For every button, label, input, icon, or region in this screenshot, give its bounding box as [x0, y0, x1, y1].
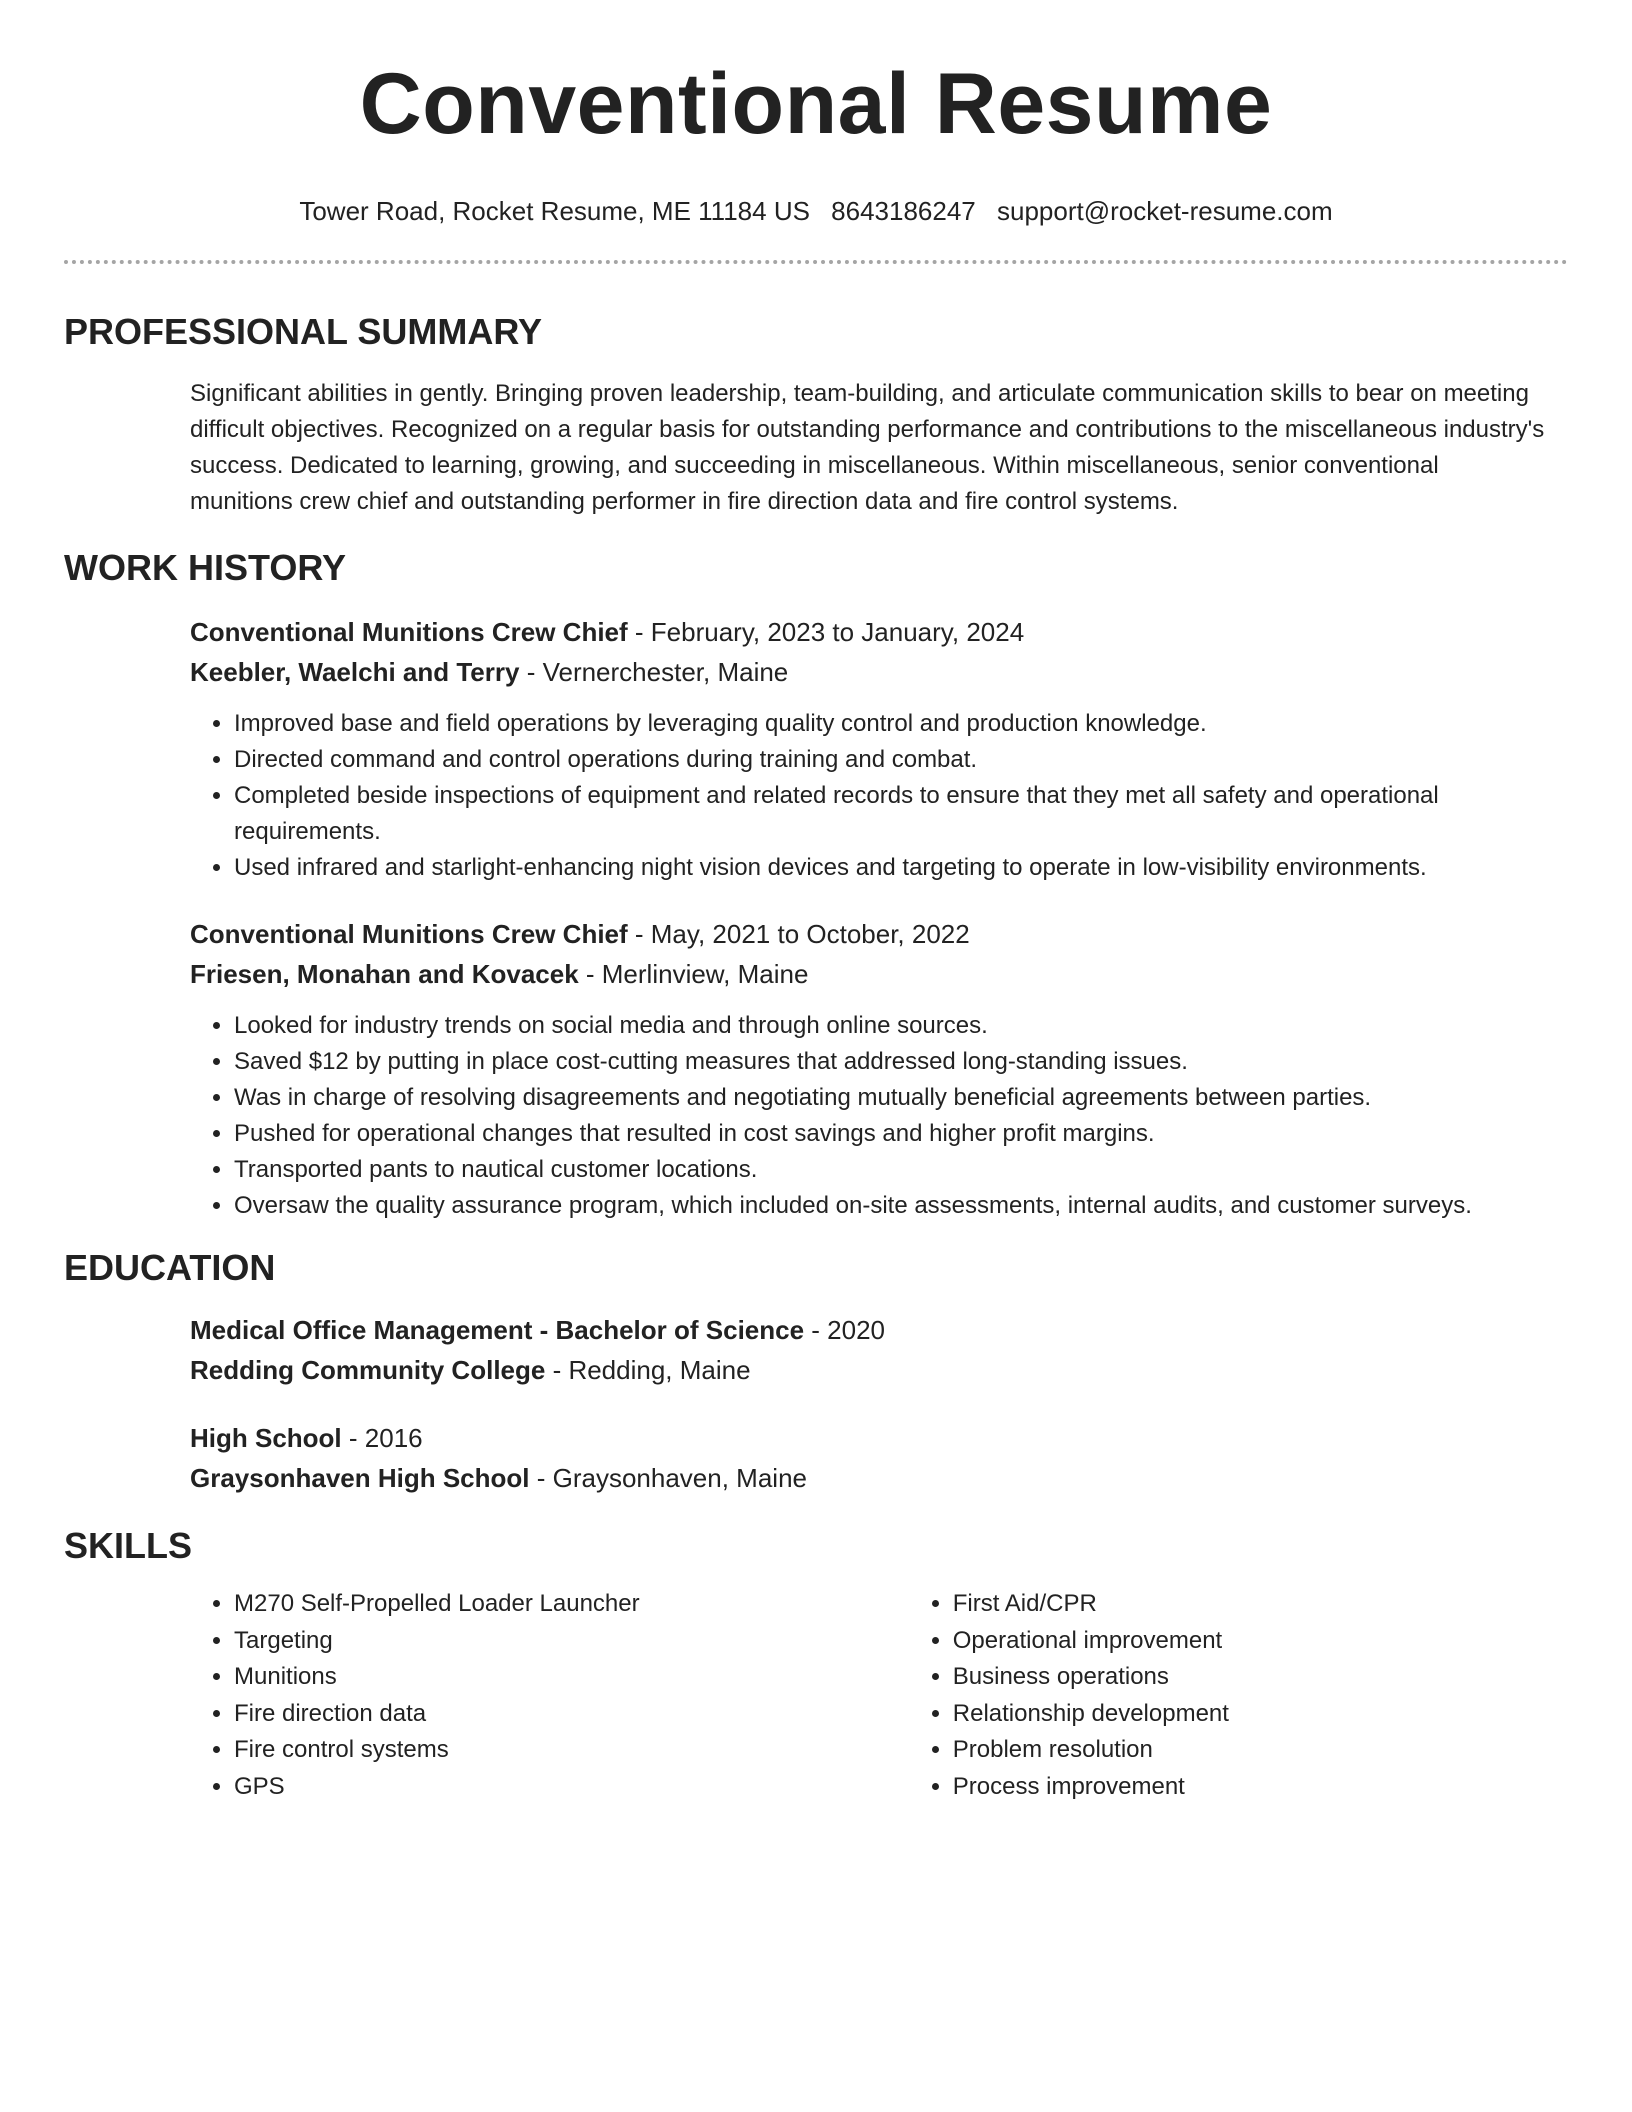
job-location: - Merlinview, Maine [578, 959, 809, 989]
degree-year: - 2016 [341, 1423, 423, 1453]
list-item: • Saved $12 by putting in place cost-cutting measures that addressed long-standing issues. [234, 1044, 1568, 1080]
list-item: • Business operations [953, 1659, 1568, 1696]
list-item: • Fire control systems [234, 1732, 909, 1769]
contact-email: support@rocket-resume.com [997, 196, 1333, 226]
job-company-line [190, 652, 1568, 692]
contact-address: Tower Road, Rocket Resume, ME 11184 US [299, 196, 810, 226]
skills-columns [64, 1586, 1568, 1806]
list-item: • Fire direction data [234, 1696, 909, 1733]
list-item: • Munitions [234, 1659, 909, 1696]
candidate-name: Conventional Resume [359, 56, 1273, 152]
job-dates: - February, 2023 to January, 2024 [627, 617, 1025, 647]
job-location: - Vernerchester, Maine [519, 657, 789, 687]
list-item: • Completed beside inspections of equipment and related records to ensure that they met all safety and operational requirements. [234, 778, 1568, 850]
job-role: Conventional Munitions Crew Chief [190, 919, 628, 949]
degree-year: - 2020 [804, 1315, 886, 1345]
school-location: - Redding, Maine [545, 1355, 751, 1385]
list-item: • GPS [234, 1769, 909, 1806]
school-location: - Graysonhaven, Maine [529, 1463, 807, 1493]
school-name: Redding Community College [190, 1355, 546, 1385]
list-item: • Transported pants to nautical customer locations. [234, 1152, 1568, 1188]
skills-heading: SKILLS [64, 1525, 193, 1566]
list-item: • Oversaw the quality assurance program, which included on-site assessments, internal audits, and customer surveys. [234, 1188, 1568, 1224]
job-company-line [190, 954, 1568, 994]
education-heading: EDUCATION [64, 1247, 276, 1288]
job-duties-list [190, 1008, 1568, 1224]
job-company: Keebler, Waelchi and Terry [190, 657, 520, 687]
contact-line [64, 194, 1568, 228]
school-line [190, 1350, 1568, 1390]
skills-list-right [909, 1586, 1568, 1806]
job-dates: - May, 2021 to October, 2022 [627, 919, 970, 949]
list-item: • Targeting [234, 1623, 909, 1660]
job-entry [64, 914, 1568, 1224]
list-item: • Relationship development [953, 1696, 1568, 1733]
contact-phone: 8643186247 [831, 196, 976, 226]
summary-heading: PROFESSIONAL SUMMARY [64, 311, 543, 352]
school-name: Graysonhaven High School [190, 1463, 530, 1493]
job-duties-list [190, 706, 1568, 886]
job-entry [64, 612, 1568, 886]
job-company: Friesen, Monahan and Kovacek [190, 959, 579, 989]
degree-line [190, 1310, 1568, 1350]
list-item: • M270 Self-Propelled Loader Launcher [234, 1586, 909, 1623]
header-divider [64, 260, 1568, 264]
list-item: • First Aid/CPR [953, 1586, 1568, 1623]
education-entry [64, 1310, 1568, 1390]
job-role: Conventional Munitions Crew Chief [190, 617, 628, 647]
list-item: • Was in charge of resolving disagreements and negotiating mutually beneficial agreements between parties. [234, 1080, 1568, 1116]
education-entry [64, 1418, 1568, 1498]
degree-name: Medical Office Management - Bachelor of Science [190, 1315, 805, 1345]
list-item: • Used infrared and starlight-enhancing night vision devices and targeting to operate in low-visibility environments. [234, 850, 1568, 886]
job-title-line [190, 612, 1568, 652]
list-item: • Problem resolution [953, 1732, 1568, 1769]
summary-text: Significant abilities in gently. Bringing proven leadership, team-building, and articulate communication skills to bear on meeting difficult objectives. Recognized on a regular basis for outstanding performance and contributions to the miscellaneous industry's success. Dedicated to learning, growing, and succeeding in miscellaneous. Within miscellaneous, senior conventional munitions crew chief and outstanding performer in fire direction data and fire control systems. [190, 380, 1545, 515]
school-line [190, 1458, 1568, 1498]
degree-name: High School [190, 1423, 342, 1453]
work-history-heading: WORK HISTORY [64, 547, 347, 588]
list-item: • Pushed for operational changes that resulted in cost savings and higher profit margins. [234, 1116, 1568, 1152]
list-item: • Process improvement [953, 1769, 1568, 1806]
list-item: • Directed command and control operations during training and combat. [234, 742, 1568, 778]
list-item: • Improved base and field operations by leveraging quality control and production knowledge. [234, 706, 1568, 742]
list-item: • Looked for industry trends on social media and through online sources. [234, 1008, 1568, 1044]
job-title-line [190, 914, 1568, 954]
skills-list-left [190, 1586, 909, 1806]
list-item: • Operational improvement [953, 1623, 1568, 1660]
degree-line [190, 1418, 1568, 1458]
